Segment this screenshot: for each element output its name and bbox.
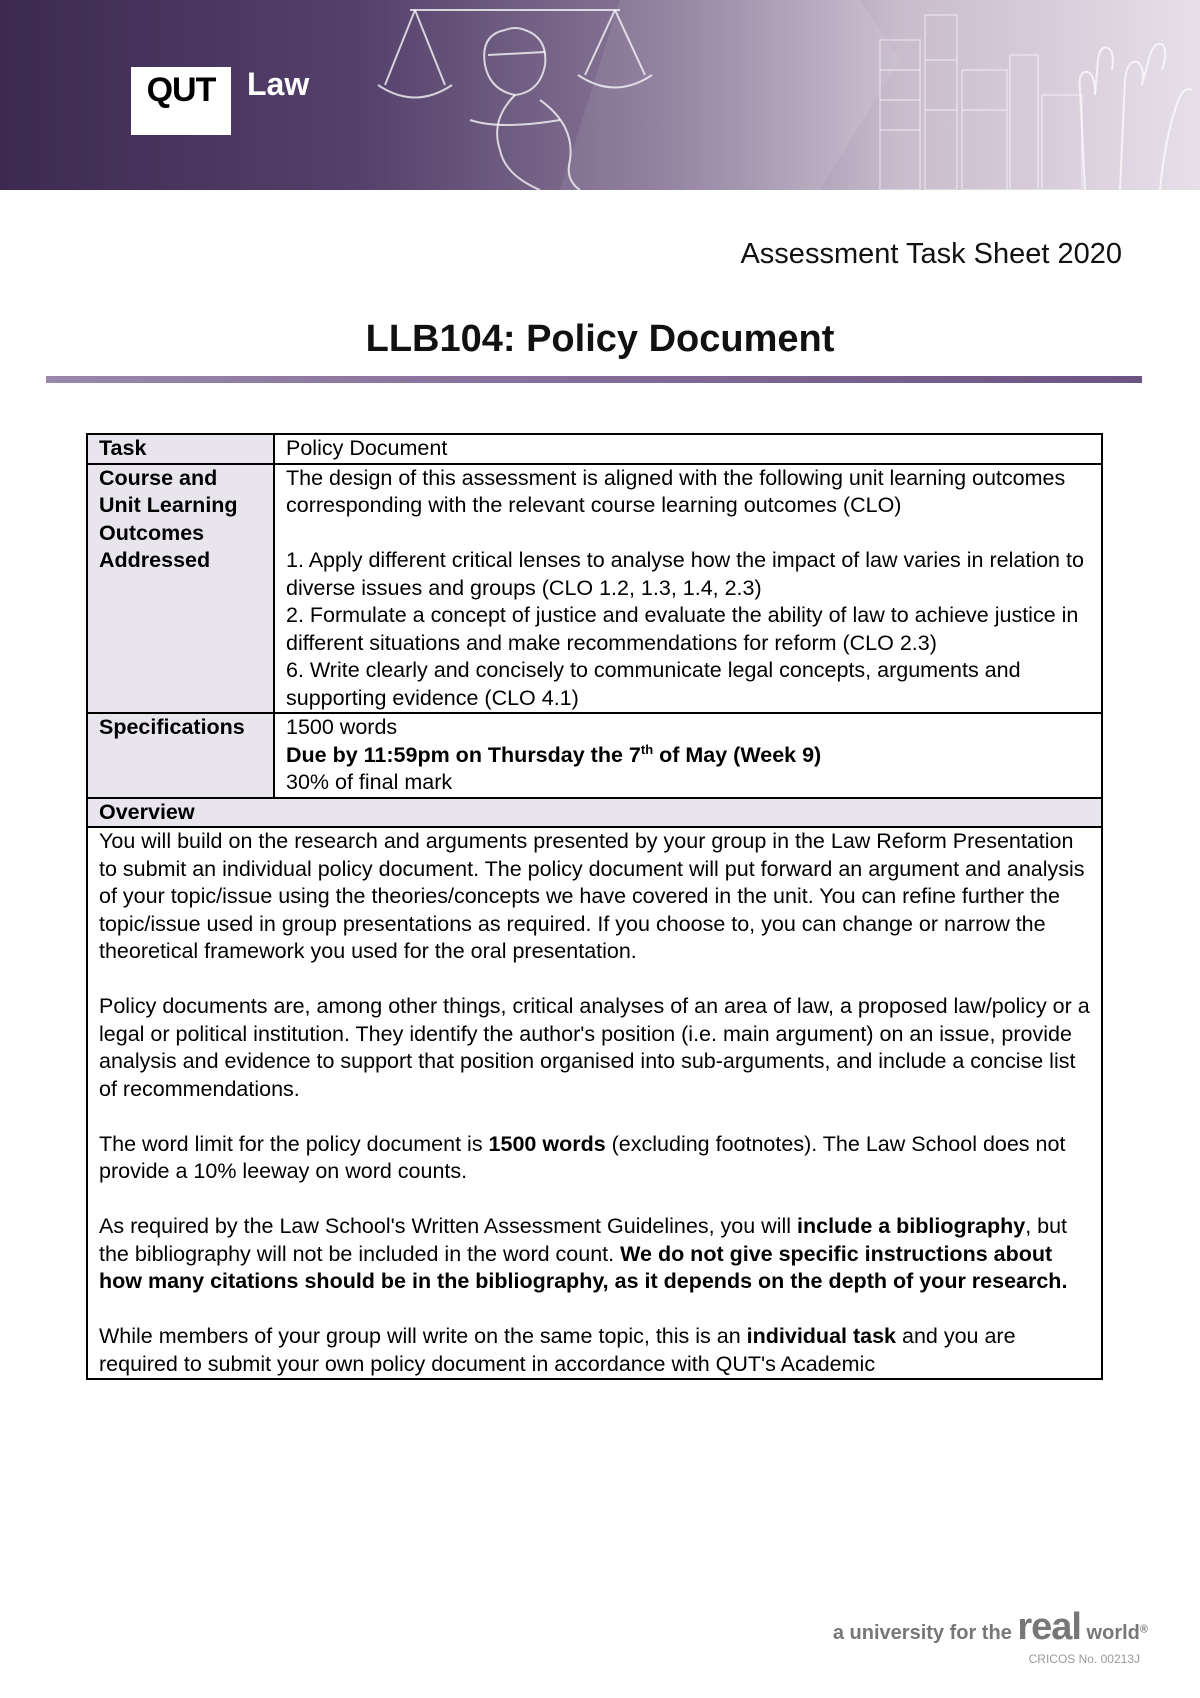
task-value: Policy Document	[274, 434, 1102, 464]
weighting: 30% of final mark	[286, 770, 453, 794]
word-count: 1500 words	[286, 715, 398, 739]
spacer	[286, 520, 1090, 548]
overview-cell	[87, 827, 1102, 1379]
overview-paragraph	[99, 1131, 1090, 1186]
task-label: Task	[87, 434, 274, 464]
bold-run: We do not give specific instructions about how many citations should be in the bibliography, as it depends on the depth of your research.	[99, 1241, 1068, 1293]
overview-body-row	[87, 827, 1102, 1379]
due-date-text: Due by 11:59pm on Thursday the 7	[286, 742, 641, 767]
document-title: LLB104: Policy Document	[365, 318, 835, 360]
tagline-real: real	[1017, 1606, 1081, 1648]
learning-outcome: 6. Write clearly and concisely to communicate legal concepts, arguments and supporting evidence (CLO 4.1)	[286, 658, 1021, 710]
bold-run: include a bibliography	[797, 1214, 1026, 1238]
specifications-label: Specifications	[87, 713, 274, 798]
outcomes-row	[87, 464, 1102, 714]
outcomes-cell	[274, 464, 1102, 714]
text-run: The word limit for the policy document is	[99, 1131, 489, 1156]
learning-outcome: 1. Apply different critical lenses to analyse how the impact of law varies in relation to diverse issues and groups (CLO 1.2, 1.3, 1.4, 2.3)	[286, 548, 1084, 600]
title-divider	[46, 376, 1142, 383]
logo-faculty-name: Law	[247, 66, 310, 102]
overview-paragraph: Policy documents are, among other things, critical analyses of an area of law, a proposed law/policy or a legal or political institution. They identify the author's position (i.e. main argument) on an issue, provide analysis and evidence to support that position organised into sub-arguments, and include a concise list of recommendations.	[99, 994, 1090, 1101]
spacer	[99, 1103, 1090, 1131]
specifications-row	[87, 713, 1102, 798]
university-tagline	[833, 1606, 1148, 1649]
due-date-ordinal: th	[640, 741, 654, 757]
learning-outcome: 2. Formulate a concept of justice and evaluate the ability of law to achieve justice in different situations and make recommendations for reform (CLO 2.3)	[286, 603, 1079, 655]
outcomes-intro: The design of this assessment is aligned with the following unit learning outcomes corresponding with the relevant course learning outcomes (CLO)	[286, 465, 1066, 517]
spacer	[99, 1296, 1090, 1324]
spacer	[99, 1186, 1090, 1214]
text-run: (excluding footnotes). The Law School does not provide a 10% leeway on word counts.	[99, 1131, 1066, 1183]
overview-paragraph	[99, 1323, 1090, 1378]
tagline-text: a university for the	[832, 1622, 1018, 1644]
outcomes-label: Course and Unit Learning Outcomes Addressed	[87, 464, 274, 714]
sheet-title: Assessment Task Sheet 2020	[740, 238, 1122, 270]
overview-paragraph: You will build on the research and arguments presented by your group in the Law Reform Presentation to submit an individual policy document. The policy document will put forward an argument and analysis of your topic/issue using the theories/concepts we have covered in the unit. You can refine further the topic/issue used in group presentations as required. If you choose to, you can change or narrow the theoretical framework you used for the oral presentation.	[99, 829, 1085, 963]
bold-run: 1500 words	[488, 1131, 606, 1156]
text-run: , but the bibliography will not be included in the word count.	[99, 1214, 1068, 1266]
overview-header-row	[87, 798, 1102, 828]
text-run: As required by the Law School's Written Assessment Guidelines, you will	[99, 1214, 798, 1238]
overview-paragraph	[99, 1213, 1090, 1296]
cricos-number: CRICOS No. 00213J	[1028, 1652, 1140, 1666]
header-banner	[0, 0, 1200, 190]
due-date-text-end: of May (Week 9)	[653, 742, 822, 767]
text-run: While members of your group will write on the same topic, this is an	[99, 1324, 747, 1348]
logo-mark: QUT	[146, 71, 216, 109]
overview-label: Overview	[87, 798, 1102, 828]
bold-run: individual task	[746, 1324, 897, 1348]
text-run: and you are required to submit your own policy document in accordance with QUT's Academic	[99, 1324, 1016, 1376]
task-row	[87, 434, 1102, 464]
spacer	[99, 966, 1090, 994]
tagline-world: world	[1081, 1622, 1140, 1644]
due-date	[286, 742, 1090, 770]
qut-logo	[131, 67, 231, 135]
assessment-table	[86, 433, 1103, 1380]
specifications-cell	[274, 713, 1102, 798]
registered-mark: ®	[1139, 1623, 1148, 1636]
